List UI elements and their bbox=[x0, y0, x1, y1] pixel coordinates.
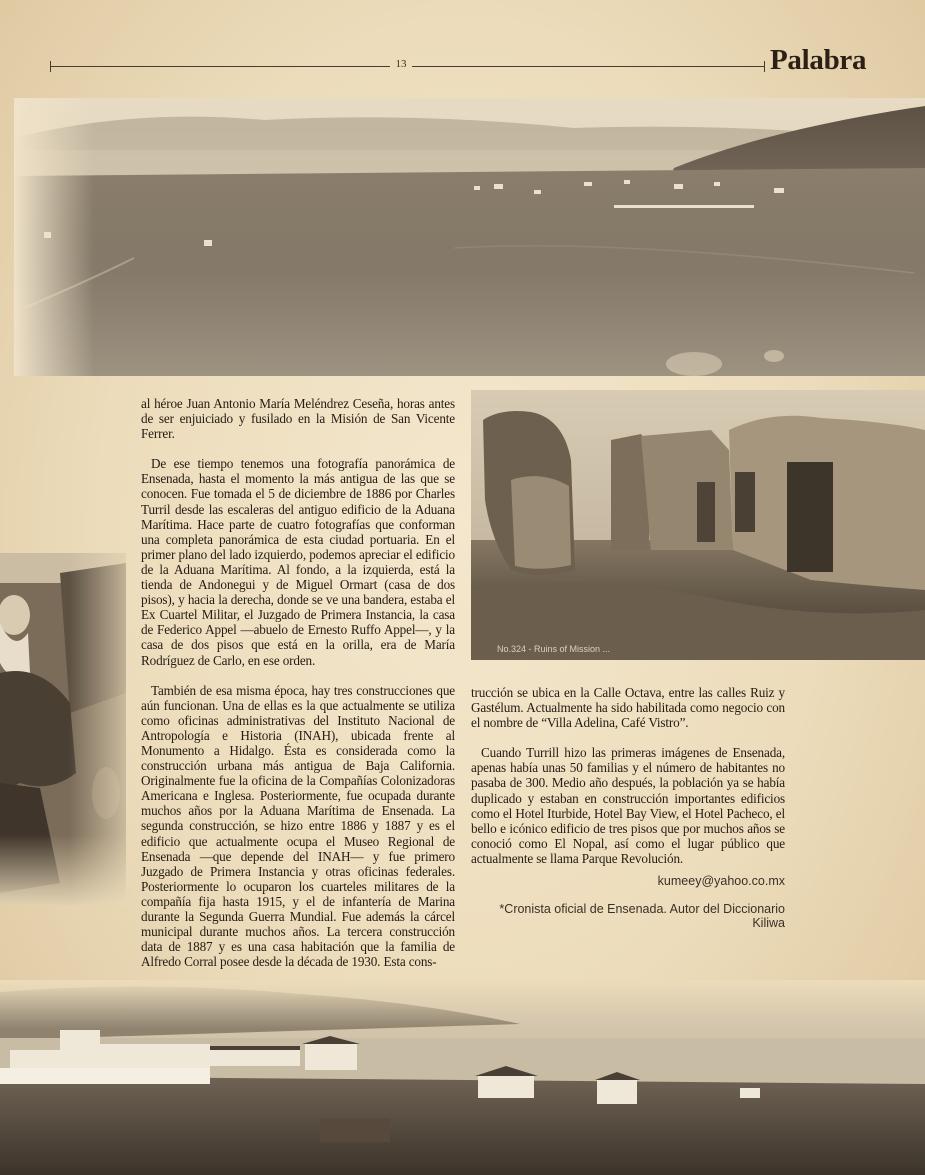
article-paragraph: También de esa misma época, hay tres construcciones que aún funcionan. Una de ellas es la que actualmente se utiliza como oficinas administrativas del Instituto Nacional de Antropología e Historia (INAH), ubicada frente al Monumento a Hidalgo. Ésta es considerada como la construcción urbana más antigua de Baja California. Originalmente fue la oficina de la Compañías Colonizadoras Americana e Inglesa. Posteriormente, fue ocupada durante muchos años por la Aduana Marítima de Ensenada. La segunda construcción, se hizo entre 1886 y 1887 y es el edificio que actualmente ocupa el Museo Regional de Ensenada —que depende del INAH— y fue primero Juzgado de Primera Instancia y otras oficinas federales. Posteriormente lo ocuparon los cuarteles militares de la compañía fija hasta 1915, y el de infantería de Marina durante la Segunda Guerra Mundial. Fue además la cárcel municipal durante muchos años. La tercera construcción data de 1887 y es una casa habitación que la familia de Alfredo Corral posee desde la década de 1930. Esta cons- bbox=[141, 682, 455, 970]
header-rule-left bbox=[50, 66, 390, 67]
author-email: kumeey@yahoo.co.mx bbox=[657, 874, 785, 888]
ruins-photo bbox=[471, 390, 925, 660]
article-paragraph: De ese tiempo tenemos una fotografía panorámica de Ensenada, hasta el momento la más antigua de las que se conocen. Fue tomada el 5 de diciembre de 1886 por Charles Turril desde las escaleras del antiguo edificio de la Aduana Marítima. Hace parte de cuatro fotografías que conforman una completa panorámica de esta ciudad portuaria. En el primer plano del lado izquierdo, podemos apreciar el edificio de la Aduana Marítima. Al fondo, a la izquierda, está la tienda de Andonegui y de Miguel Ormart (casa de dos pisos), y hacia la derecha, donde se ve una bandera, estaba el Ex Cuartel Militar, el Juzgado de Primera Instancia, la casa de Federico Appel —abuelo de Ernesto Ruffo Appel—, y la casa de dos pisos que está en la orilla, era de María Rodríguez de Carlo, en ese orden. bbox=[141, 456, 455, 668]
header-rule-tick bbox=[50, 61, 51, 72]
header-rule-right bbox=[412, 66, 764, 67]
harbor-photo bbox=[0, 980, 925, 1175]
author-credit: *Cronista oficial de Ensenada. Autor del Diccionario Kiliwa bbox=[499, 902, 785, 930]
article-paragraph: Cuando Turrill hizo las primeras imágenes de Ensenada, apenas había unas 50 familias y el número de habitantes no pasaba de 300. Medio año después, la población ya se había duplicado y estaban en construcción importantes edificios como el Hotel Iturbide, Hotel Bay View, el Hotel Pacheco, el bello e icónico edificio de tres pisos que por muchos años se conoció como El Nopal, así como el lugar público que actualmente se llama Parque Revolución. bbox=[471, 745, 785, 866]
article-paragraph: trucción se ubica en la Calle Octava, entre las calles Ruiz y Gastélum. Actualmente ha sido habilitada como negocio con el nombre de “Villa Adelina, Café Vistro”. bbox=[471, 685, 785, 731]
portrait-photo bbox=[0, 553, 126, 905]
header-rule-tick bbox=[764, 61, 765, 72]
page-number: 13 bbox=[395, 58, 407, 70]
article-column-right bbox=[471, 685, 785, 881]
magazine-brand: Palabra bbox=[770, 44, 867, 76]
ruins-caption: No.324 - Ruins of Mission ... bbox=[497, 644, 611, 654]
panorama-photo bbox=[14, 98, 925, 376]
article-paragraph: al héroe Juan Antonio María Meléndrez Ceseña, horas antes de ser enjuiciado y fusilado en la Misión de San Vicente Ferrer. bbox=[141, 396, 455, 442]
article-column-left bbox=[141, 396, 455, 984]
